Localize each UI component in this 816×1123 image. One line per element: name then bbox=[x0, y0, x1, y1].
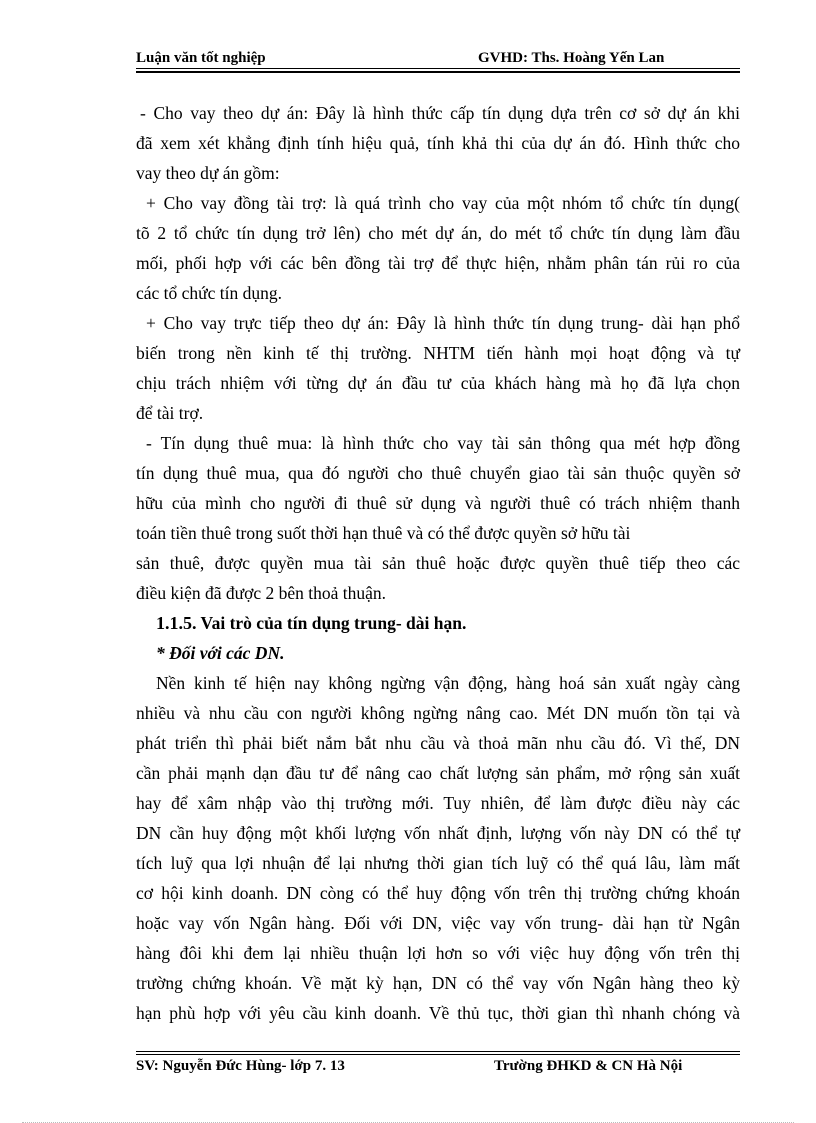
body-line: - Cho vay theo dự án: Đây là hình thức cấp tín dụng dựa trên cơ sở dự án khi bbox=[140, 103, 740, 123]
body-line: tích luỹ qua lợi nhuận để lại nhưng thời gian tích luỹ có thể quá lâu, làm mất bbox=[136, 853, 740, 873]
page-footer bbox=[136, 1058, 740, 1080]
body-line: chịu trách nhiệm với từng dự án đầu tư của khách hàng mà họ đã lựa chọn bbox=[136, 373, 740, 393]
body-line: hạn phù hợp với yêu cầu kinh doanh. Về thủ tục, thời gian thì nhanh chóng và bbox=[136, 1003, 740, 1023]
body-line: các tổ chức tín dụng. bbox=[136, 283, 283, 303]
header-rule-thick bbox=[136, 71, 740, 73]
footer-student: SV: Nguyễn Đức Hùng- lớp 7. 13 bbox=[136, 1058, 345, 1074]
body-line: - Tín dụng thuê mua: là hình thức cho vay tài sản thông qua mét hợp đồng bbox=[146, 433, 740, 453]
header-thesis-label: Luận văn tốt nghiệp bbox=[136, 50, 266, 66]
body-line: hay để xâm nhập vào thị trường mới. Tuy nhiên, để làm được điều này các bbox=[136, 793, 740, 813]
body-line: tõ 2 tổ chức tín dụng trở lên) cho mét dự án, do mét tổ chức tín dụng làm đầu bbox=[136, 223, 740, 243]
page-header bbox=[136, 48, 740, 70]
body-line: tín dụng thuê mua, qua đó người cho thuê chuyển giao tài sản thuộc quyền sở bbox=[136, 463, 740, 483]
body-line: đã xem xét khẳng định tính hiệu quả, tính khả thi của dự án đó. Hình thức cho bbox=[136, 133, 740, 153]
body-line: vay theo dự án gồm: bbox=[136, 163, 280, 183]
body-line: DN cần huy động một khối lượng vốn nhất định, lượng vốn này DN có thể tự bbox=[136, 823, 740, 843]
body-line: cơ hội kinh doanh. DN còng có thể huy động vốn trên thị trường chứng khoán bbox=[136, 883, 740, 903]
body-line: biến trong nền kinh tế thị trường. NHTM tiến hành mọi hoạt động và tự bbox=[136, 343, 740, 363]
body-line: hữu của mình cho người đi thuê sử dụng và người thuê có trách nhiệm thanh bbox=[136, 493, 740, 513]
body-line: + Cho vay trực tiếp theo dự án: Đây là hình thức tín dụng trung- dài hạn phổ bbox=[146, 313, 740, 333]
header-rule-thin bbox=[136, 68, 740, 69]
body-line: trường chứng khoán. Về mặt kỳ hạn, DN có thể vay vốn Ngân hàng theo kỳ bbox=[136, 973, 740, 993]
section-heading bbox=[136, 608, 740, 638]
body-line: hoặc vay vốn Ngân hàng. Đối với DN, việc vay vốn trung- dài hạn từ Ngân bbox=[136, 913, 740, 933]
body-line: sản thuê, được quyền mua tài sản thuê hoặc được quyền thuê tiếp theo các bbox=[136, 553, 740, 573]
section-number: 1.1.5. bbox=[156, 613, 197, 633]
body-line: điều kiện đã được 2 bên thoả thuận. bbox=[136, 583, 387, 603]
body-line: mối, phối hợp với các bên đồng tài trợ để thực hiện, nhằm phân tán rủi ro của bbox=[136, 253, 740, 273]
subsection-heading: * Đối với các DN. bbox=[156, 643, 285, 663]
footer-university: Trường ĐHKD & CN Hà Nội bbox=[494, 1058, 683, 1074]
body-line: Nền kinh tế hiện nay không ngừng vận động, hàng hoá sản xuất ngày càng bbox=[156, 673, 740, 693]
document-body bbox=[136, 98, 740, 1028]
footer-rule-bottom bbox=[136, 1054, 740, 1055]
body-line: cần phải mạnh dạn đầu tư để nâng cao chất lượng sản phẩm, mở rộng sản xuất bbox=[136, 763, 740, 783]
body-line: nhiều và nhu cầu con người không ngừng nâng cao. Mét DN muốn tồn tại và bbox=[136, 703, 740, 723]
header-supervisor: GVHD: Ths. Hoàng Yến Lan bbox=[478, 50, 665, 66]
body-line: toán tiền thuê trong suốt thời hạn thuê và có thể được quyền sở hữu tài bbox=[136, 523, 631, 543]
footer-rule-top bbox=[136, 1051, 740, 1052]
body-line: + Cho vay đồng tài trợ: là quá trình cho vay của một nhóm tổ chức tín dụng( bbox=[146, 193, 740, 213]
section-title: Vai trò của tín dụng trung- dài hạn. bbox=[196, 613, 467, 633]
body-line: phát triển thì phải biết nắm bắt nhu cầu và thoả mãn nhu cầu đó. Vì thế, DN bbox=[136, 733, 740, 753]
body-line: để tài trợ. bbox=[136, 403, 204, 423]
body-line: hàng đôi khi đem lại nhiều thuận lợi hơn so với việc huy động vốn trên thị bbox=[136, 943, 740, 963]
